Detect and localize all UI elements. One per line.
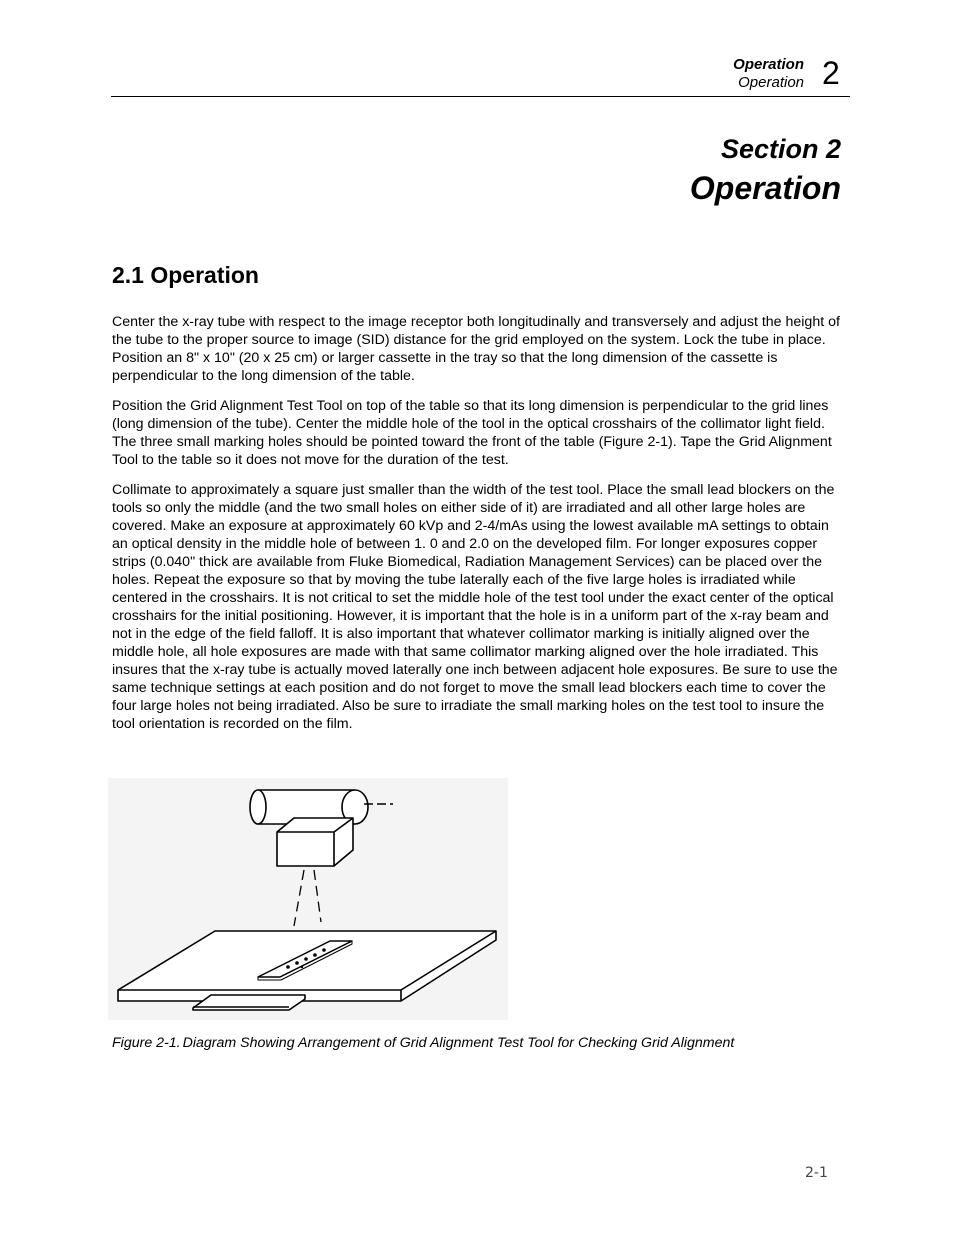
- marking-hole: [301, 966, 303, 968]
- collimator-box: [277, 818, 353, 866]
- running-header-chapter: Operation: [733, 56, 804, 73]
- section-label: Section 2: [720, 134, 841, 164]
- tool-hole: [322, 948, 326, 952]
- figure-number: Figure 2-1.: [112, 1035, 181, 1051]
- figure-caption-text: Diagram Showing Arrangement of Grid Alignment Test Tool for Checking Grid Alignment: [182, 1035, 735, 1051]
- chapter-number: 2: [822, 55, 840, 91]
- page-number: 2-1: [805, 1165, 828, 1181]
- tool-hole: [286, 965, 290, 969]
- section-title: Operation: [689, 170, 841, 206]
- paragraph-2: Position the Grid Alignment Test Tool on top of the table so that its long dimension is perpendicular to the grid lines (long dimension of the tube). Center the middle hole of the tool in the optical crosshairs of the collimator light field. The three small marking holes should be pointed toward the front of the table (Figure 2-1). Tape the Grid Alignment Tool to the table so it does not move for the duration of the test.: [112, 398, 832, 468]
- tool-hole: [304, 957, 308, 961]
- xray-tube-left-end: [250, 790, 266, 824]
- figure-caption: [112, 1035, 734, 1051]
- tool-hole: [313, 953, 317, 957]
- paragraph-3: Collimate to approximately a square just smaller than the width of the test tool. Place the small lead blockers on the tools so only the middle (and the two small holes on either side of it) are irradiated and all other large holes are covered. Make an exposure at approximately 60 kVp and 2-4/mAs using the lowest available mA settings to obtain an optical density in the middle hole of between 1. 0 and 2.0 on the developed film. For longer exposures copper strips (0.040" thick are available from Fluke Biomedical, Radiation Management Services) can be placed over the holes. Repeat the exposure so that by moving the tube laterally each of the five large holes is irradiated while centered in the crosshairs. It is not critical to set the middle hole of the test tool under the exact center of the optical crosshairs for the initial positioning. However, it is important that the hole is in a uniform part of the x-ray beam and not in the edge of the field falloff. It is also important that whatever collimator marking is initially aligned over the middle hole, all hole exposures are made with that same collimator marking aligned over the hole irradiated. This insures that the x-ray tube is actually moved laterally one inch between adjacent hole exposures. Be sure to use the same technique settings at each position and do not forget to move the small lead blockers each time to cover the four large holes not being irradiated. Also be sure to irradiate the small marking holes on the test tool to insure the tool orientation is recorded on the film.: [112, 482, 838, 732]
- grid-alignment-diagram: [108, 778, 508, 1020]
- tool-hole: [295, 961, 299, 965]
- figure-diagram: [108, 778, 508, 1020]
- running-header-section: Operation: [738, 74, 804, 91]
- header-divider: [111, 96, 850, 97]
- paragraph-1: Center the x-ray tube with respect to the image receptor both longitudinally and transversely and adjust the height of the tube to the proper source to image (SID) distance for the grid employed on the system. Lock the tube in place. Position an 8" x 10" (20 x 25 cm) or larger cassette in the tray so that the long dimension of the cassette is perpendicular to the long dimension of the table.: [112, 314, 840, 384]
- running-header: [733, 56, 804, 92]
- subsection-heading: 2.1 Operation: [112, 262, 259, 288]
